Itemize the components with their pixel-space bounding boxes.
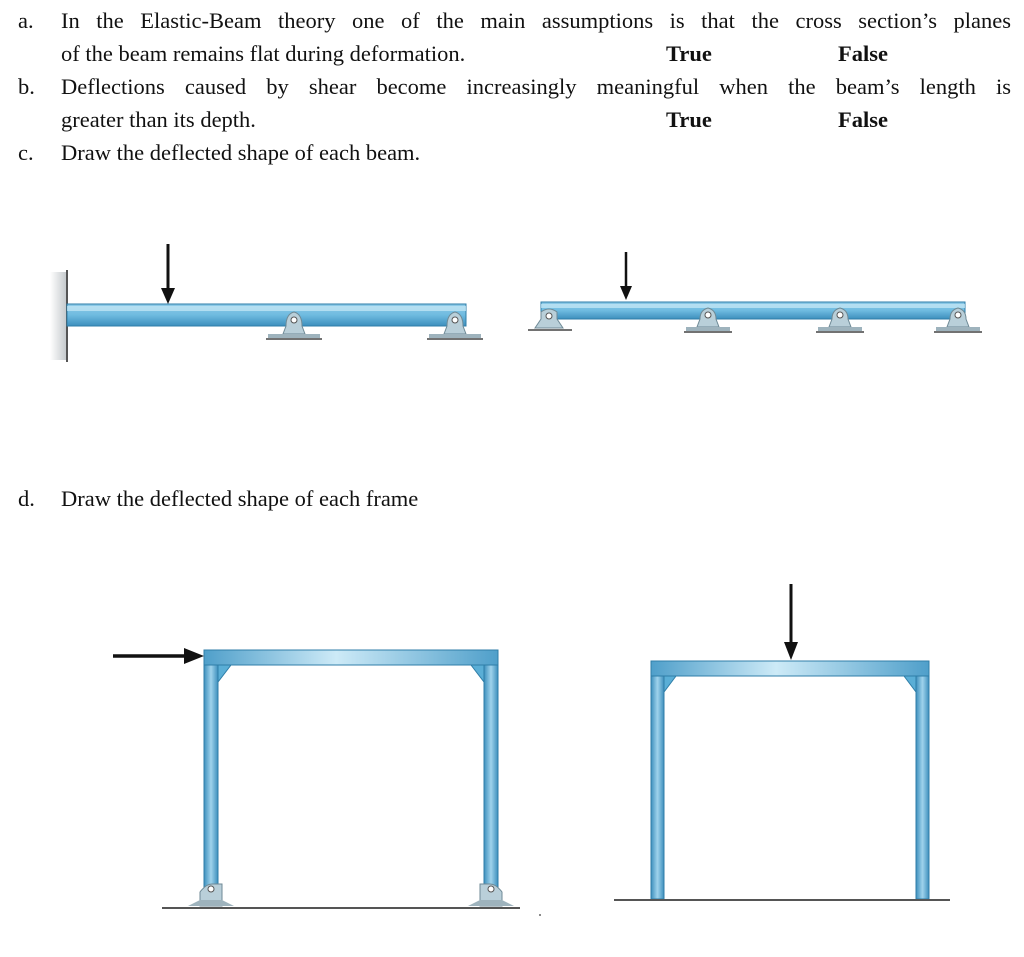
- frame-2-right-column: [916, 661, 929, 899]
- frame-2-right-knee: [904, 676, 916, 692]
- beam-1: [50, 244, 483, 362]
- question-b-line2: greater than its depth.: [61, 107, 256, 132]
- beam-1-highlight: [67, 306, 466, 311]
- frame-2-girder: [651, 661, 929, 676]
- frame-1-left-pin-support: [188, 884, 234, 906]
- frame-1-right-column: [484, 650, 498, 898]
- frame-1-right-knee: [471, 665, 484, 682]
- question-a-line1: In the Elastic-Beam theory one of the main assumptions is that the cross section’s planes: [61, 8, 1011, 33]
- beam-1-load-arrowhead: [161, 288, 175, 304]
- frame-2-left-column: [651, 661, 664, 899]
- question-b-true-option[interactable]: True: [666, 107, 712, 132]
- beam-2: [528, 252, 982, 332]
- frame-1: [113, 648, 541, 916]
- question-c-text: Draw the deflected shape of each beam.: [61, 140, 421, 165]
- frame-2: [614, 584, 950, 900]
- frame-1-right-pin-support: [468, 884, 514, 906]
- question-d-text: Draw the deflected shape of each frame: [61, 486, 419, 511]
- frame-1-left-knee: [218, 665, 231, 682]
- frame-2-left-knee: [664, 676, 676, 692]
- frame-2-load-arrowhead: [784, 642, 798, 660]
- question-a-true-option[interactable]: True: [666, 41, 712, 66]
- fixed-wall: [50, 272, 68, 360]
- frame-1-left-column: [204, 650, 218, 898]
- question-b-line1: Deflections caused by shear become increasingly meaningful when the beam’s length is: [61, 74, 1011, 99]
- frame-1-lateral-load-arrowhead: [184, 648, 204, 664]
- question-b-false-option[interactable]: False: [838, 107, 888, 132]
- frame-1-girder: [204, 650, 498, 665]
- question-a-false-option[interactable]: False: [838, 41, 888, 66]
- beam-2-load-arrowhead: [620, 286, 632, 300]
- question-c-label: c.: [18, 140, 34, 165]
- question-b-label: b.: [18, 74, 35, 99]
- question-a-line2: of the beam remains flat during deformation.: [61, 41, 466, 66]
- beam-2-highlight: [541, 304, 965, 308]
- question-d-label: d.: [18, 486, 35, 511]
- question-a-label: a.: [18, 8, 34, 33]
- frame-1-stray-dot: [539, 914, 541, 916]
